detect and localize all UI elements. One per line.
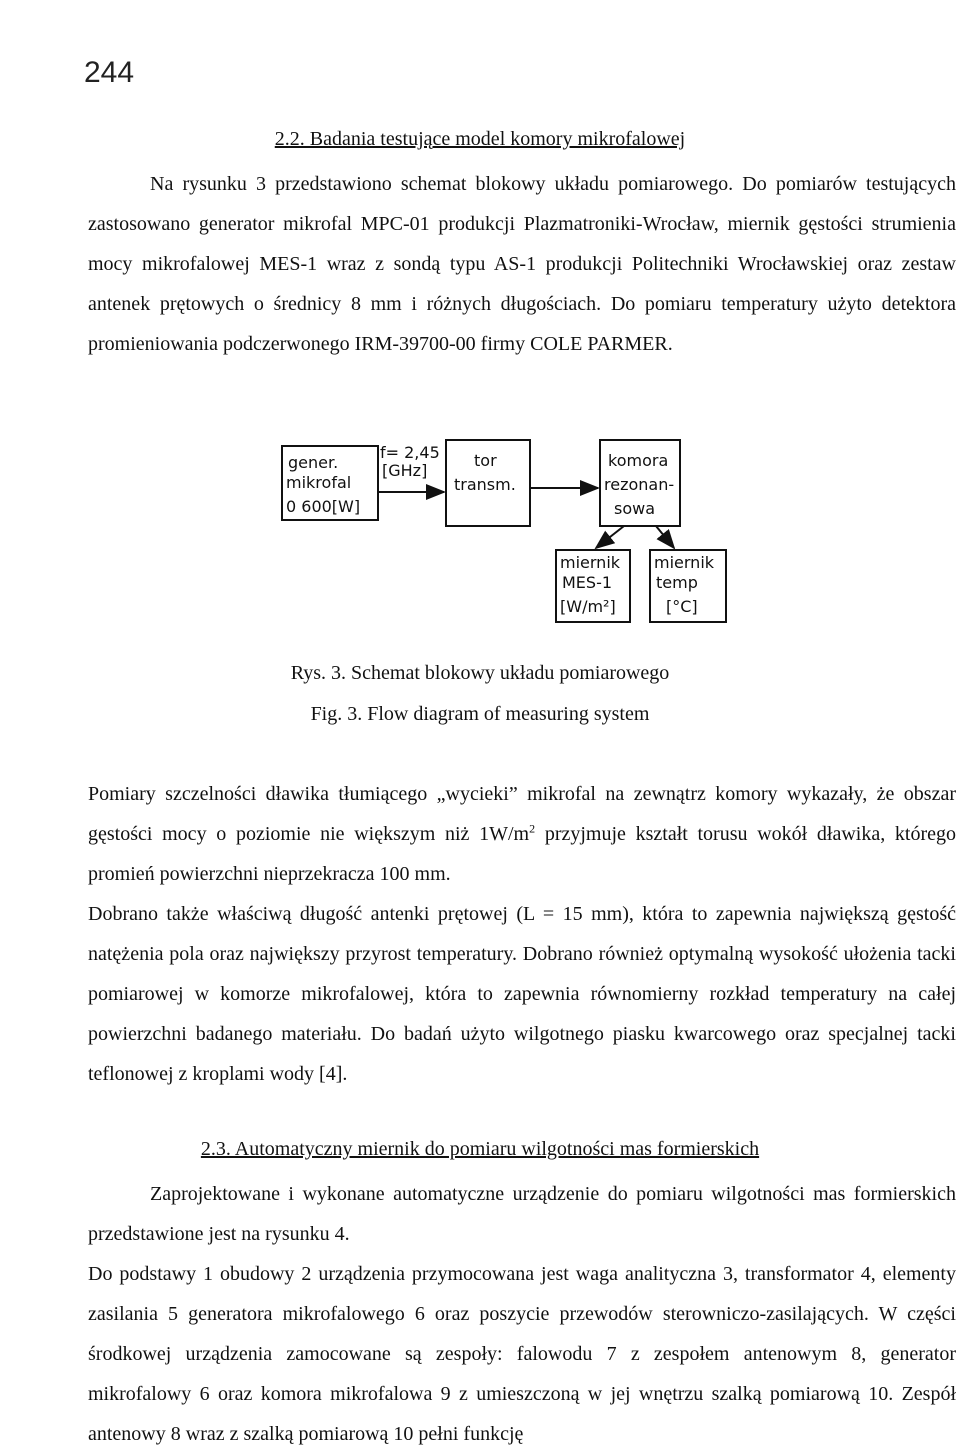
results-text-1b: przyjmuje kształt torusu wokół dławika, którego promień powierzchni nieprzekracza 100 mm. (88, 823, 956, 885)
block-diagram (270, 436, 750, 636)
chamber-label-1: komora (608, 451, 669, 470)
section-2-3-text-1: Zaprojektowane i wykonane automatyczne urządzenie do pomiaru wilgotności mas formierskich przedstawione jest na rysunku 4. (88, 1183, 956, 1245)
intro-text: Na rysunku 3 przedstawiono schemat blokowy układu pomiarowego. Do pomiarów testujących zastosowano generator mikrofal MPC-01 produkcji Plazmatroniki-Wrocław, miernik gęstości strumienia mocy mikrofalowej MES-1 wraz z sondą typu AS-1 produkcji Politechniki Wrocławskiej oraz zestaw antenek prętowych o średnicy 8 mm i różnych długościach. Do pomiaru temperatury użyto detektora promieniowania podczerwonego IRM-39700-00 firmy COLE PARMER. (88, 173, 956, 355)
results-paragraph-2: Dobrano także właściwą długość antenki prętowej (L = 15 mm), która to zapewnia największą gęstość natężenia pola oraz największy przyrost temperatury. Dobrano również optymalną wysokość ułożenia tacki pomiarowej w komorze mikrofalowej, która to zapewnia równomierny rozkład temperatury na całej powierzchni badanego materiału. Do badań użyto wilgotnego piasku kwarcowego oraz specjalnej tacki teflonowej z kroplami wody [4]. (88, 903, 956, 1085)
chamber-label-2: rezonan- (604, 475, 675, 494)
temp-meter-label-2: temp (656, 573, 698, 592)
section-2-3-paragraph-1 (88, 1174, 956, 1254)
mes-meter-label-2: MES-1 (562, 573, 613, 592)
temp-meter-label-3: [°C] (666, 597, 698, 616)
mes-meter-label-1: miernik (560, 553, 621, 572)
figure-caption-pl: Rys. 3. Schemat blokowy układu pomiarowego (290, 662, 670, 684)
arrow-chamber-temp (656, 526, 674, 548)
temp-meter-label-1: miernik (654, 553, 715, 572)
intro-paragraph (88, 164, 956, 364)
transmission-label-1: tor (474, 451, 497, 470)
results-text-1a: Pomiary szczelności dławika tłumiącego „wycieki” mikrofal na zewnątrz komory wykazały, że obszar gęstości mocy o poziomie nie większym niż 1W/m (88, 783, 956, 845)
transmission-label-2: transm. (454, 475, 516, 494)
frequency-label-1: f= 2,45 (380, 443, 440, 462)
generator-label-1: gener. (288, 453, 339, 472)
chamber-label-3: sowa (614, 499, 656, 518)
page-number: 244 (84, 56, 135, 89)
frequency-label-2: [GHz] (382, 461, 428, 480)
section-2-3-paragraph-2: Do podstawy 1 obudowy 2 urządzenia przymocowana jest waga analityczna 3, transformator 4, elementy zasilania 5 generatora mikrofalowego 6 oraz poszycie przewodów sterowniczo-zasilających. W części środkowej urządzenia zamocowane są zespoły: falowodu 7 z zespołem antenowym 8, generator mikrofalowy 6 oraz komora mikrofalowa 9 z umieszczoną w jej wnętrzu szalką pomiarową 10. Zespół antenowy 8 wraz z szalką pomiarową 10 pełni funkcję (88, 1263, 956, 1445)
arrow-chamber-mes (596, 526, 624, 548)
section-heading-2-3: 2.3. Automatyczny miernik do pomiaru wilgotności mas formierskich (200, 1138, 760, 1160)
section-heading-2-2: 2.2. Badania testujące model komory mikrofalowej (274, 128, 686, 150)
figure-caption-en: Fig. 3. Flow diagram of measuring system (310, 703, 650, 725)
block-diagram-svg (270, 436, 750, 636)
generator-label-3: 0 600[W] (286, 497, 361, 516)
results-paragraph-1 (88, 774, 956, 894)
mes-meter-label-3: [W/m²] (560, 597, 616, 616)
generator-label-2: mikrofal (286, 473, 352, 492)
results-superscript: 2 (529, 821, 536, 836)
